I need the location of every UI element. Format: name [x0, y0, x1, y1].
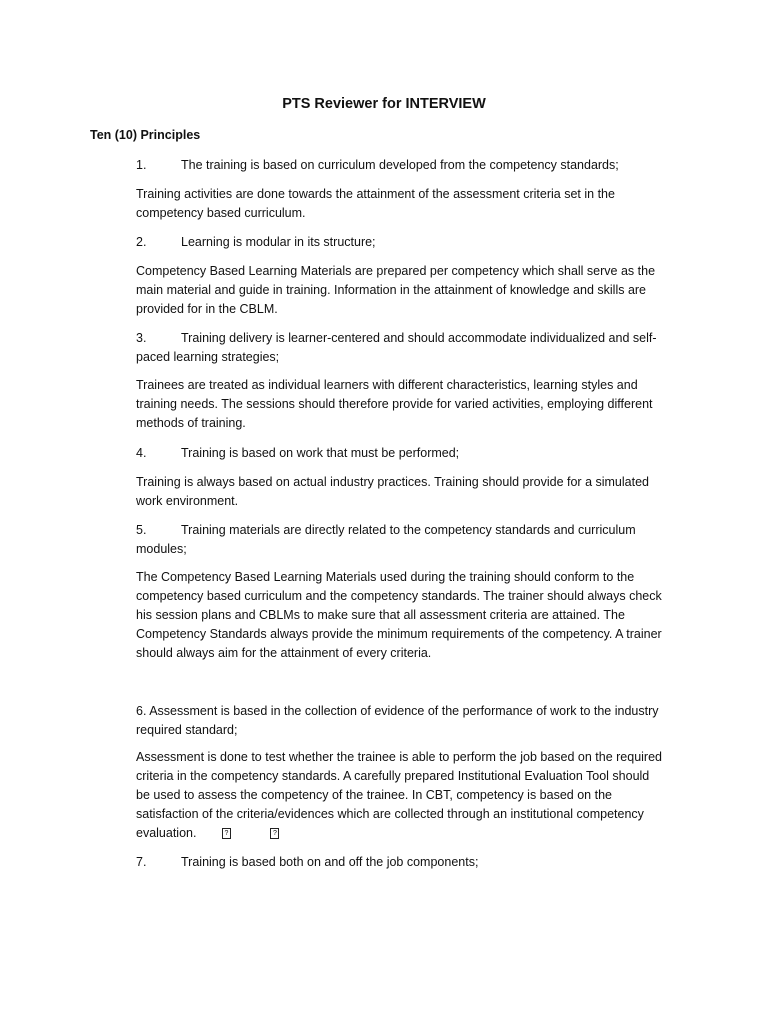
item-number-3: 3. — [136, 331, 147, 345]
item-number-1: 1. — [136, 158, 147, 172]
item-body-6-last-line — [136, 824, 279, 843]
item-body-2: Competency Based Learning Materials are prepared per competency which shall serve as the main material and guide in training. Information in the attainment of knowledge and skills are provided for in the CBLM. — [136, 264, 656, 316]
item-number-4: 4. — [136, 446, 147, 460]
item-number-7: 7. — [136, 855, 147, 869]
item-number-5: 5. — [136, 523, 147, 537]
item-title-2: Learning is modular in its structure; — [181, 235, 376, 249]
item-title-7: Training is based both on and off the job components; — [181, 855, 479, 869]
missing-glyph-icon: ? — [270, 828, 279, 839]
item-title-3-line1: Training delivery is learner-centered and should accommodate individualized and self- — [181, 331, 657, 345]
item-title-3-line2: paced learning strategies; — [136, 350, 280, 364]
item-body-3: Trainees are treated as individual learners with different characteristics, learning styles and training needs. The sessions should therefore provide for varied activities, employing different methods of training. — [136, 378, 653, 430]
item-title-1: The training is based on curriculum developed from the competency standards; — [181, 158, 619, 172]
item-number-2: 2. — [136, 235, 147, 249]
item-body-4: Training is always based on actual industry practices. Training should provide for a simulated work environment. — [136, 475, 649, 508]
item-body-5: The Competency Based Learning Materials used during the training should conform to the competency based curriculum and the competency standards. The trainer should always check his session plans and CBLMs to make sure that all assessment criteria are attained. The Competency Standards always provide the minimum requirements of the competency. A trainer should always aim for the attainment of every criteria. — [136, 570, 662, 660]
page-title: PTS Reviewer for INTERVIEW — [282, 96, 486, 112]
item-title-4: Training is based on work that must be performed; — [181, 446, 460, 460]
item-title-6: 6. Assessment is based in the collection of evidence of the performance of work to the industry required standard; — [136, 704, 659, 737]
item-title-5-line1: Training materials are directly related to the competency standards and curriculum — [181, 523, 636, 537]
missing-glyph-icon: ? — [222, 828, 231, 839]
item-body-6-last-text: evaluation. — [136, 826, 197, 840]
item-body-1: Training activities are done towards the attainment of the assessment criteria set in the competency based curriculum. — [136, 187, 615, 220]
item-title-5-line2: modules; — [136, 542, 187, 556]
item-body-6: Assessment is done to test whether the trainee is able to perform the job based on the required criteria in the competency standards. A carefully prepared Institutional Evaluation Tool should be used to assess the competency of the trainee. In CBT, competency is based on the satisfaction of the criteria/evidences which are collected through an institutional competency — [136, 750, 663, 821]
section-heading: Ten (10) Principles — [90, 128, 201, 142]
